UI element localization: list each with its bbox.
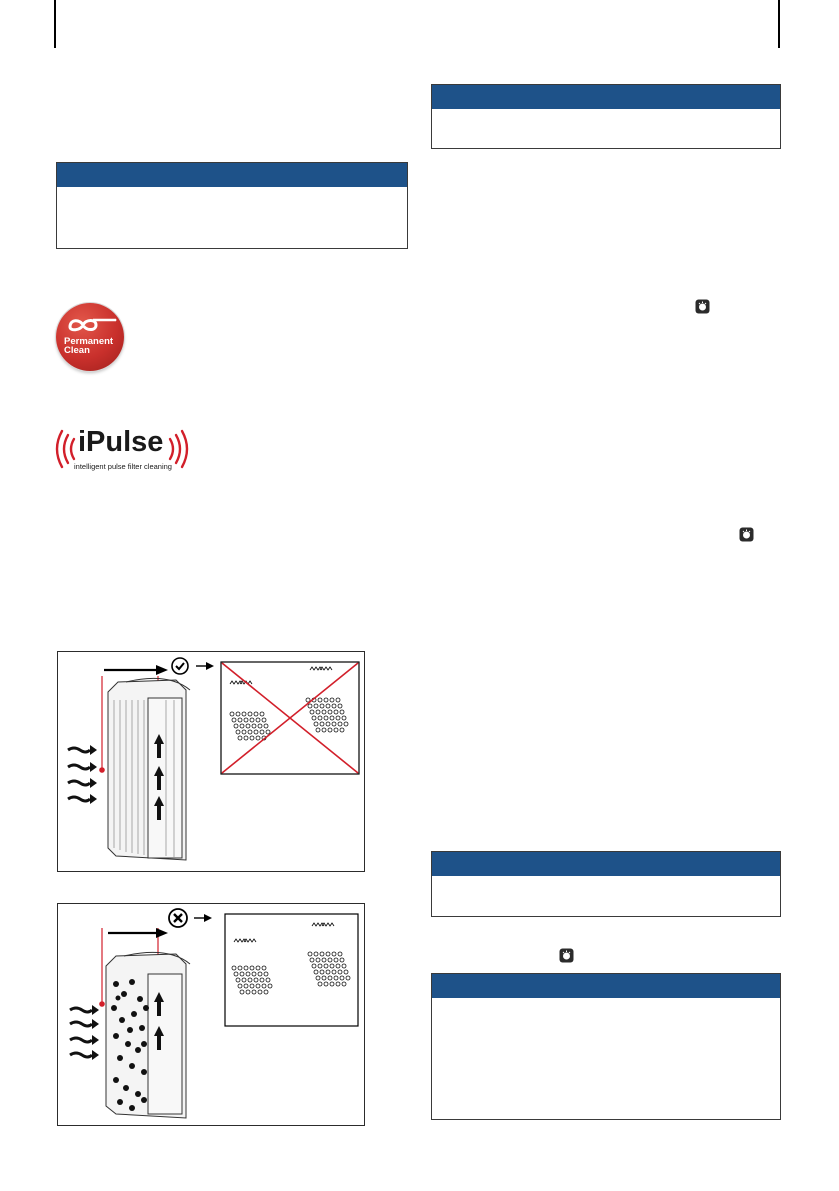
x-circle-icon bbox=[169, 909, 187, 927]
filter-cleaning-mode-icon bbox=[739, 527, 754, 542]
ipulse-tagline: intelligent pulse filter cleaning bbox=[74, 462, 172, 471]
crop-mark-right bbox=[778, 0, 780, 48]
permanent-clean-logo bbox=[56, 303, 124, 371]
note-box-top-left bbox=[56, 162, 408, 249]
ipulse-brand: iPulse bbox=[78, 426, 164, 458]
figure-clean-filter bbox=[57, 651, 365, 872]
note-text bbox=[57, 187, 407, 199]
filter-cleaning-mode-icon bbox=[559, 948, 574, 963]
figure-dirty-filter bbox=[57, 903, 365, 1126]
note-header bbox=[57, 163, 407, 187]
note-text bbox=[432, 109, 780, 121]
check-circle-icon bbox=[172, 658, 188, 674]
crop-mark-left bbox=[54, 0, 56, 48]
note-header bbox=[432, 85, 780, 109]
note-text bbox=[432, 876, 780, 888]
clean-filter-illustration bbox=[58, 652, 364, 871]
infinity-icon bbox=[56, 303, 124, 339]
note-header bbox=[432, 852, 780, 876]
note-box-bottom-right-2 bbox=[431, 973, 781, 1120]
note-header bbox=[432, 974, 780, 998]
filter-cleaning-mode-icon bbox=[695, 299, 710, 314]
note-text bbox=[432, 998, 780, 1010]
ipulse-logo bbox=[52, 425, 194, 477]
permanent-clean-text: Permanent Clean bbox=[64, 336, 114, 356]
note-box-top-right bbox=[431, 84, 781, 149]
dirty-filter-illustration bbox=[58, 904, 364, 1125]
note-box-bottom-right-1 bbox=[431, 851, 781, 917]
